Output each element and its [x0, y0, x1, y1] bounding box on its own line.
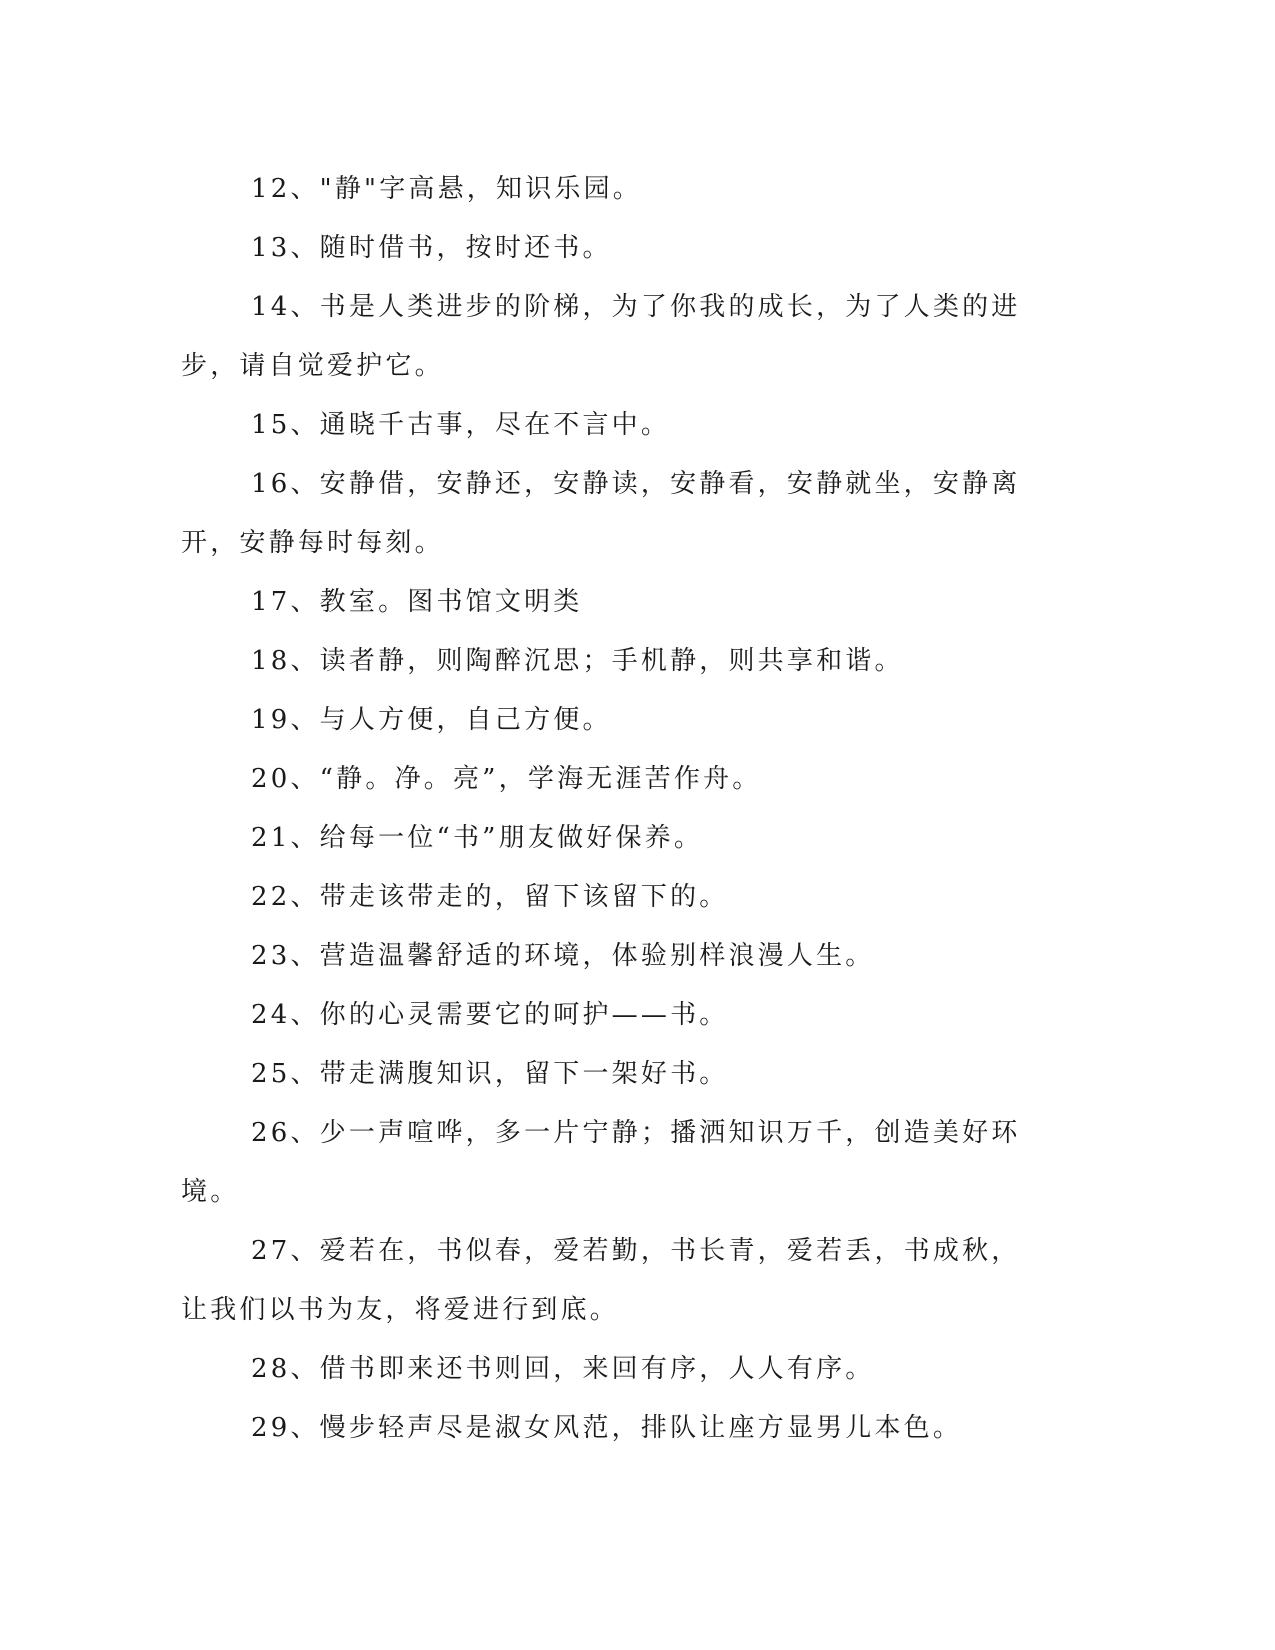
slogan-item-20: 20、“静。净。亮”，学海无涯苦作舟。: [251, 764, 762, 794]
slogan-item-29: 29、慢步轻声尽是淑女风范，排队让座方显男儿本色。: [251, 1413, 963, 1443]
slogan-item-27: 27、爱若在，书似春，爱若勤，书长青，爱若丢，书成秋，让我们以书为友，将爱进行到底。: [181, 1236, 1021, 1325]
slogan-item-18: 18、读者静，则陶醉沉思；手机静，则共享和谐。: [251, 646, 904, 676]
slogan-item-12: 12、"静"字高悬，知识乐园。: [251, 174, 643, 204]
slogan-item-14: 14、书是人类进步的阶梯，为了你我的成长，为了人类的进步，请自觉爱护它。: [181, 292, 1021, 381]
slogan-item-21: 21、给每一位“书”朋友做好保养。: [251, 823, 704, 853]
slogan-item-22: 22、带走该带走的，留下该留下的。: [251, 882, 729, 912]
slogan-item-28: 28、借书即来还书则回，来回有序，人人有序。: [251, 1354, 875, 1384]
slogan-item-25: 25、带走满腹知识，留下一架好书。: [251, 1059, 729, 1089]
slogan-item-17: 17、教室。图书馆文明类: [251, 587, 583, 617]
slogan-item-26: 26、少一声喧哗，多一片宁静；播洒知识万千，创造美好环境。: [181, 1118, 1021, 1207]
slogan-item-13: 13、随时借书，按时还书。: [251, 233, 612, 263]
slogan-list: [181, 160, 1041, 1458]
slogan-item-24: 24、你的心灵需要它的呵护——书。: [251, 1000, 729, 1030]
slogan-item-23: 23、营造温馨舒适的环境，体验别样浪漫人生。: [251, 941, 875, 971]
slogan-item-16: 16、安静借，安静还，安静读，安静看，安静就坐，安静离开，安静每时每刻。: [181, 469, 1021, 558]
slogan-item-19: 19、与人方便，自己方便。: [251, 705, 612, 735]
slogan-item-15: 15、通晓千古事，尽在不言中。: [251, 410, 671, 440]
